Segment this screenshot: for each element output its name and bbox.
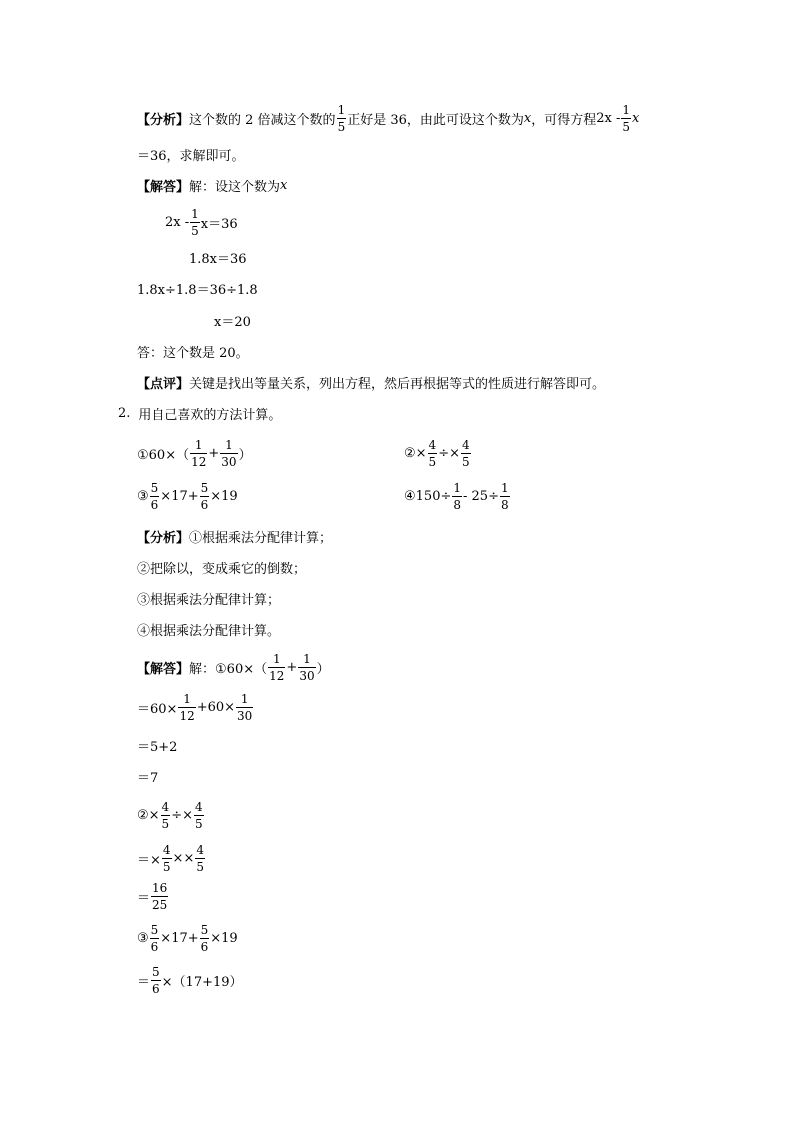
close-paren: ） — [238, 447, 252, 463]
q1-analysis-line2: ＝36，求解即可。 — [137, 148, 245, 164]
problem-1-prefix: ①60×（ — [137, 447, 190, 463]
q2-solution-3-line1 — [137, 918, 238, 958]
problem-3-suffix: ×19 — [210, 488, 238, 504]
problem-2-prefix: ②× — [404, 445, 427, 461]
close-paren: ） — [316, 661, 330, 677]
problem-3-prefix: ③ — [137, 930, 149, 946]
fraction-4-5: $\frac{4}{5}$ — [196, 842, 204, 874]
fraction-5-6: $\frac{5}{6}$ — [150, 480, 159, 512]
question-number: 2. — [118, 405, 131, 421]
q2-solution-1-line3: ＝5+2 — [137, 739, 178, 755]
q2-analysis-1: ①根据乘法分配律计算； — [189, 530, 333, 546]
fraction-5-6: $\frac{5}{6}$ — [150, 922, 159, 954]
fraction-one-fifth: $\frac{1}{5}$ — [337, 102, 346, 134]
q1-equation-3: 1.8x÷1.8＝36÷1.8 — [137, 282, 258, 298]
fraction-4-5: $\frac{4}{5}$ — [194, 799, 203, 831]
fraction-1-8: $\frac{1}{8}$ — [453, 480, 462, 512]
step-text: ×× — [172, 850, 195, 866]
fraction-one-fifth: $\frac{1}{5}$ — [191, 206, 199, 238]
fraction-4-5: $\frac{4}{5}$ — [161, 799, 170, 831]
plus-sign: + — [286, 659, 298, 675]
problem-3 — [137, 476, 238, 516]
analysis-tag: 【分析】 — [137, 112, 190, 128]
q1-analysis-text-b: 正好是 36，由此可设这个数为 — [347, 112, 524, 128]
q1-analysis-text-a: 这个数的 2 倍减这个数的 — [189, 112, 336, 128]
q2-solution-1-line4: ＝7 — [137, 770, 159, 786]
equals-sign: ＝ — [137, 890, 151, 906]
q1-analysis-text-c: ，可得方程 — [531, 112, 597, 128]
q1-answer: 答：这个数是 20。 — [137, 345, 249, 361]
problem-3-prefix: ③ — [137, 488, 149, 504]
fraction-1-12: $\frac{1}{12}$ — [269, 651, 285, 683]
fraction-5-6: $\frac{5}{6}$ — [200, 922, 209, 954]
q2-solution-3-line2 — [137, 960, 243, 1000]
fraction-4-5: $\frac{4}{5}$ — [428, 437, 437, 469]
q2-analysis-2: ②把除以，变成乘它的倒数； — [137, 561, 307, 577]
q1-equation-1 — [165, 202, 238, 242]
fraction-1-30: $\frac{1}{30}$ — [221, 437, 237, 469]
plus-sign: + — [208, 445, 220, 461]
q2-solution-2-line2 — [137, 838, 206, 878]
q1-equation-4: x＝20 — [214, 314, 251, 330]
variable-x: x — [632, 110, 640, 126]
q1-analysis-line1 — [137, 98, 639, 138]
fraction-1-12: $\frac{1}{12}$ — [179, 691, 195, 723]
problem-4 — [404, 476, 511, 516]
equation-1-rhs: x＝36 — [200, 216, 238, 232]
fraction-1-8: $\frac{1}{8}$ — [500, 480, 509, 512]
solution-tag: 【解答】 — [137, 179, 190, 195]
fraction-1-12: $\frac{1}{12}$ — [191, 437, 207, 469]
fraction-5-6: $\frac{5}{6}$ — [152, 964, 160, 996]
analysis-tag: 【分析】 — [137, 530, 190, 546]
problem-3-mid: ×17+ — [160, 930, 199, 946]
problem-1-prefix: ①60×（ — [215, 661, 268, 677]
problem-4-mid: - 25÷ — [463, 488, 499, 504]
q2-analysis-4: ④根据乘法分配律计算。 — [137, 623, 281, 639]
q1-solution-line — [137, 165, 287, 205]
solution-tag: 【解答】 — [137, 661, 190, 677]
q1-comment-text: 关键是找出等量关系，列出方程，然后再根据等式的性质进行解答即可。 — [189, 376, 606, 392]
q2-solution-2-line1 — [137, 795, 205, 835]
fraction-1-30: $\frac{1}{30}$ — [299, 651, 315, 683]
problem-2-prefix: ②× — [137, 807, 160, 823]
fraction-1-30: $\frac{1}{30}$ — [237, 691, 253, 723]
q2-solution-1-line2 — [137, 687, 254, 727]
q2-solution-line1 — [137, 647, 330, 687]
step-text: ×（17+19） — [161, 974, 243, 990]
variable-x: x — [280, 177, 288, 193]
fraction-16-25: $\frac{16}{25}$ — [152, 880, 168, 912]
step-text: ＝60× — [137, 701, 178, 717]
equals-sign: ＝ — [137, 974, 151, 990]
q1-solution-text: 解：设这个数为 — [189, 179, 281, 195]
fraction-5-6: $\frac{5}{6}$ — [200, 480, 209, 512]
solution-prefix: 解： — [189, 661, 216, 677]
problem-1 — [137, 433, 252, 473]
equation-2x-minus: 2x - — [596, 110, 621, 126]
problem-2-mid: ÷× — [438, 445, 460, 461]
equation-2x-minus: 2x - — [165, 214, 190, 230]
q1-equation-2: 1.8x＝36 — [189, 251, 247, 267]
fraction-4-5: $\frac{4}{5}$ — [461, 437, 470, 469]
problem-2 — [404, 433, 472, 473]
q2-analysis-3: ③根据乘法分配律计算； — [137, 592, 281, 608]
q2-title-line — [118, 393, 281, 433]
problem-3-suffix: ×19 — [210, 930, 238, 946]
variable-x: x — [523, 110, 532, 126]
q2-solution-2-line3 — [137, 876, 169, 916]
fraction-one-fifth: $\frac{1}{5}$ — [622, 102, 631, 134]
problem-2-mid: ÷× — [171, 807, 193, 823]
fraction-4-5: $\frac{4}{5}$ — [162, 842, 171, 874]
step-text: +60× — [196, 699, 236, 715]
comment-tag: 【点评】 — [137, 376, 190, 392]
step-text: ＝× — [137, 852, 161, 868]
problem-3-mid: ×17+ — [160, 488, 199, 504]
problem-4-prefix: ④150÷ — [404, 488, 452, 504]
question-title: 用自己喜欢的方法计算。 — [138, 407, 282, 423]
